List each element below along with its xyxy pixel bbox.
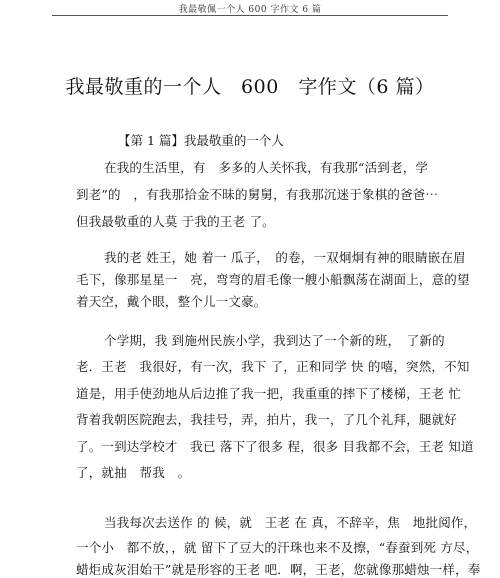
section-heading: 【第 1 篇】我最敬重的一个人 — [118, 133, 284, 148]
body-line: 到老”的 ，有我那拾金不昧的舅舅，有我那沉迷于象棋的爸爸⋯ — [76, 187, 439, 202]
body-line: 当我每次去送作 的 候，就 王老 在 真，不辞辛，焦 地批阅作， — [104, 515, 477, 530]
body-line: 个学期，我 到施州民族小学，我到达了一个新的班， 了新的 — [104, 333, 445, 348]
body-line: 在我的生活里，有 多多的人关怀我，有我那“活到老，学 — [104, 160, 429, 175]
body-line: 但我最敬重的人莫 于我的王老 了。 — [76, 214, 275, 229]
body-line: 了。一到达学校才 我已 落下了很多 程，很多 目我都不会，王老 知道 — [76, 439, 474, 454]
body-line: 一个小 都不放，，就 留下了豆大的汗珠也来不及擦，“春蚕到死 方尽， — [76, 540, 479, 555]
body-line: 着天空，戴个眼，整个儿一文豪。 — [76, 294, 267, 309]
body-line: 我的老 姓王，她 着一 瓜子， 的卷，一双炯炯有神的眼睛嵌在眉 — [104, 250, 466, 265]
header-rule — [52, 15, 448, 16]
body-line: 老．王老 我很好，有一次，我下 了，正和同学 快 的嘻，突然，不知 — [76, 359, 470, 374]
body-line: 背着我朝医院跑去，我挂号，弄，拍片，我一，了几个礼拜，腿就好 — [76, 412, 458, 427]
body-line: 毛下，像那星星一 亮，弯弯的眉毛像一艘小船飘荡在湖面上，意的望 — [76, 272, 470, 287]
running-header: 我最敬佩一个人 600 字作文 6 篇 — [178, 5, 322, 15]
body-line: 蜡炬成灰泪始干”就是形容的王老 吧．啊，王老，您就像那蜡烛一样，奉 — [76, 562, 481, 577]
body-line: 道是，用手使劲地从后边推了我一把，我重重的摔下了楼梯，王老 忙 — [76, 386, 462, 401]
document-title: 我最敬重的一个人 600 字作文（6 篇） — [65, 76, 435, 98]
body-line: 了，就抽 帮我 。 — [76, 465, 191, 480]
